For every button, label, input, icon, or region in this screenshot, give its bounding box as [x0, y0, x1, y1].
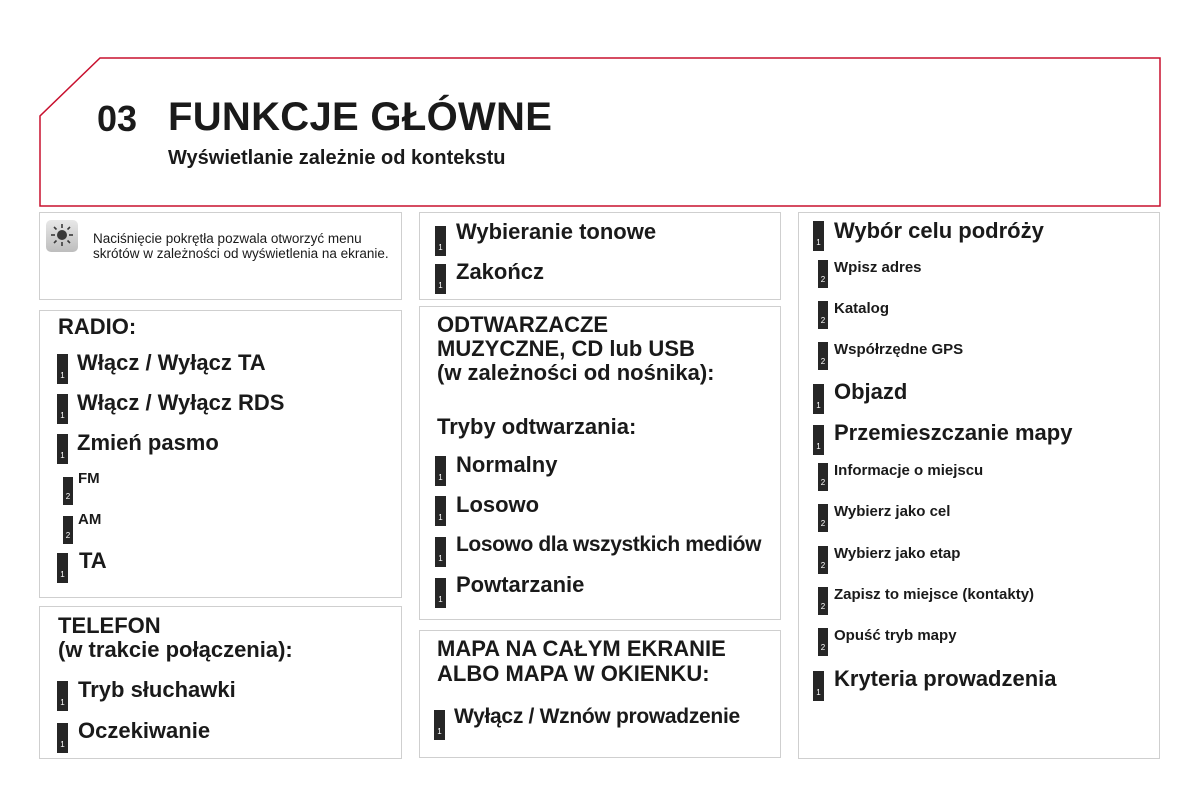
level-badge: 2 — [818, 546, 828, 574]
menu-subitem: Wpisz adres — [834, 259, 922, 276]
level-badge: 1 — [57, 681, 68, 711]
music-title-line3: (w zależności od nośnika): — [437, 360, 715, 385]
level-badge: 1 — [435, 226, 446, 256]
radio-title: RADIO: — [58, 314, 137, 339]
level-badge: 1 — [57, 394, 68, 424]
level-badge: 2 — [63, 516, 73, 544]
hint-text: Naciśnięcie pokrętła pozwala otworzyć menu skrótów w zależności od wyświetlenia na ekranie. — [93, 231, 389, 261]
menu-item: Tryb słuchawki — [78, 677, 236, 702]
knob-press-icon — [46, 220, 78, 252]
level-badge: 1 — [57, 553, 68, 583]
level-badge: 1 — [434, 710, 445, 740]
level-badge: 2 — [818, 342, 828, 370]
map-title-line2: ALBO MAPA W OKIENKU: — [437, 661, 710, 686]
level-badge: 2 — [818, 587, 828, 615]
map-title-line1: MAPA NA CAŁYM EKRANIE — [437, 636, 726, 661]
menu-subitem: Wybierz jako cel — [834, 503, 951, 520]
level-badge: 1 — [435, 578, 446, 608]
menu-item: Losowo dla wszystkich mediów — [456, 533, 762, 556]
level-badge: 1 — [813, 425, 824, 455]
menu-subitem: Współrzędne GPS — [834, 341, 964, 358]
level-badge: 1 — [57, 354, 68, 384]
menu-item: Wyłącz / Wznów prowadzenie — [454, 705, 740, 728]
level-badge: 2 — [818, 301, 828, 329]
menu-item: Zakończ — [456, 259, 545, 284]
level-badge: 1 — [813, 384, 824, 414]
menu-item: Przemieszczanie mapy — [834, 420, 1073, 445]
menu-item: Zmień pasmo — [77, 430, 219, 455]
menu-item: Losowo — [456, 492, 540, 517]
level-badge: 1 — [57, 434, 68, 464]
phone-title-line1: TELEFON — [58, 613, 161, 638]
level-badge: 2 — [818, 628, 828, 656]
chapter-subtitle: Wyświetlanie zależnie od kontekstu — [168, 147, 506, 169]
level-badge: 1 — [435, 496, 446, 526]
menu-subitem: Zapisz to miejsce (kontakty) — [834, 586, 1035, 603]
level-badge: 1 — [435, 537, 446, 567]
menu-item: Włącz / Wyłącz RDS — [77, 390, 285, 415]
menu-item: Wybór celu podróży — [834, 218, 1044, 243]
phone-title-line2: (w trakcie połączenia): — [58, 637, 293, 662]
menu-item: Normalny — [456, 452, 558, 477]
menu-item: Kryteria prowadzenia — [834, 666, 1057, 691]
menu-subitem: Opuść tryb mapy — [834, 627, 957, 644]
music-title-line2: MUZYCZNE, CD lub USB — [437, 336, 695, 361]
menu-item: Oczekiwanie — [78, 718, 211, 743]
menu-subitem: FM — [78, 470, 100, 487]
level-badge: 2 — [818, 260, 828, 288]
chapter-number: 03 — [97, 98, 138, 139]
chapter-title: FUNKCJE GŁÓWNE — [168, 95, 553, 139]
menu-subitem: Informacje o miejscu — [834, 462, 984, 479]
menu-item: Objazd — [834, 379, 908, 404]
menu-subitem: AM — [78, 511, 102, 528]
level-badge: 1 — [813, 221, 824, 251]
menu-subitem: Wybierz jako etap — [834, 545, 961, 562]
level-badge: 1 — [435, 456, 446, 486]
level-badge: 1 — [813, 671, 824, 701]
level-badge: 2 — [63, 477, 73, 505]
level-badge: 1 — [57, 723, 68, 753]
level-badge: 2 — [818, 504, 828, 532]
music-title-line1: ODTWARZACZE — [437, 312, 609, 337]
level-badge: 2 — [818, 463, 828, 491]
menu-item: TA — [79, 548, 107, 573]
menu-item: Włącz / Wyłącz TA — [77, 350, 266, 375]
menu-subitem: Katalog — [834, 300, 890, 317]
level-badge: 1 — [435, 264, 446, 294]
menu-item: Wybieranie tonowe — [456, 219, 657, 244]
menu-item: Powtarzanie — [456, 572, 585, 597]
playback-modes-title: Tryby odtwarzania: — [437, 414, 637, 439]
